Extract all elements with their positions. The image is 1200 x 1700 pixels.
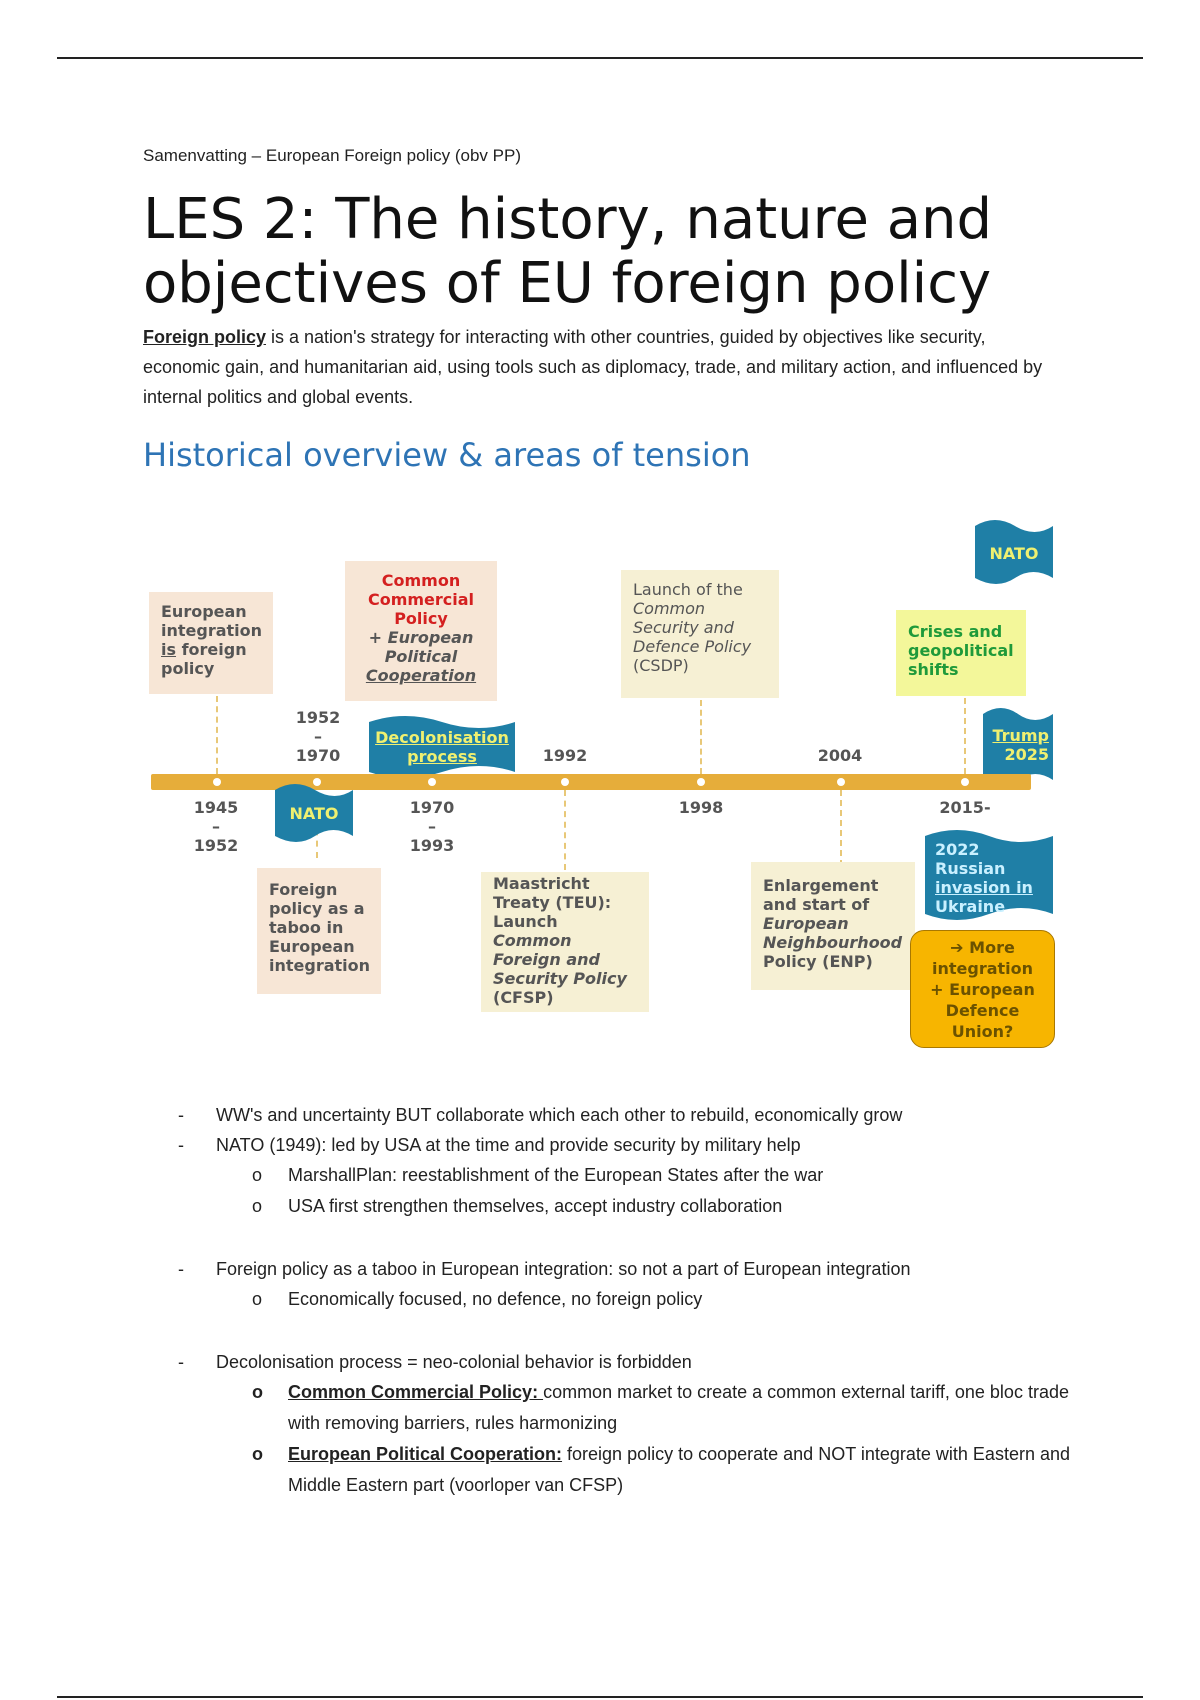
- timeline-dot: [561, 778, 569, 786]
- list-item: - WW's and uncertainty BUT collaborate which each other to rebuild, economically grow: [178, 1105, 903, 1125]
- box-european-integration: European integration is foreign policy: [149, 592, 273, 694]
- connector: [964, 698, 966, 774]
- key-term: European Political Cooperation:: [288, 1444, 563, 1464]
- timeline-dot: [837, 778, 845, 786]
- bottom-rule: [57, 1696, 1143, 1698]
- timeline-dot: [213, 778, 221, 786]
- sub-list-item: o Common Commercial Policy: common market to create a common external tariff, one bloc trade with removing barriers, rules harmonizing: [252, 1382, 1069, 1433]
- intro-paragraph: [143, 322, 1043, 412]
- key-term: Common Commercial Policy:: [288, 1382, 544, 1402]
- box-csdp: Launch of the Common Security and Defence Policy (CSDP): [621, 570, 779, 698]
- timeline-dot: [961, 778, 969, 786]
- section-heading: Historical overview & areas of tension: [143, 436, 751, 474]
- date-2015: 2015-: [939, 798, 991, 817]
- connector: [840, 790, 842, 866]
- connector: [216, 696, 218, 774]
- document-header: Samenvatting – European Foreign policy (obv PP): [143, 146, 521, 165]
- sub-list-item: o European Political Cooperation: foreign policy to cooperate and NOT integrate with Eastern and Middle Eastern part (voorloper van CFSP): [252, 1444, 1070, 1495]
- box-enlargement: Enlargement and start of European Neighbourhood Policy (ENP): [751, 862, 915, 990]
- list-item: - Foreign policy as a taboo in European integration: so not a part of European integration: [178, 1259, 911, 1279]
- timeline-figure: [145, 500, 1057, 1060]
- box-more-integration: ➔ More integration + European Defence Union?: [910, 930, 1055, 1048]
- date-1970-1993: 1970 – 1993: [409, 798, 455, 855]
- sub-list-item: o USA first strengthen themselves, accept industry collaboration: [252, 1196, 783, 1216]
- date-1992: 1992: [542, 746, 588, 765]
- list-item: - Decolonisation process = neo-colonial behavior is forbidden: [178, 1352, 692, 1372]
- box-maastricht: Maastricht Treaty (TEU): Launch Common Foreign and Security Policy (CFSP): [481, 872, 649, 1012]
- flag-trump: Trump 2025: [983, 704, 1053, 790]
- sub-list-item: o Economically focused, no defence, no foreign policy: [252, 1289, 703, 1309]
- intro-text: is a nation's strategy for interacting with other countries, guided by objectives like security, economic gain, and humanitarian aid, using tools such as diplomacy, trade, and military action, and influenced by internal politics and global events.: [143, 327, 1043, 407]
- date-1952-1970: 1952 – 1970: [295, 708, 341, 765]
- date-1945-1952: 1945 – 1952: [193, 798, 239, 855]
- box-common-commercial-policy: Common Commercial Policy + European Political Cooperation: [345, 561, 497, 701]
- flag-decolonisation: Decolonisation process: [369, 714, 515, 780]
- top-rule: [57, 57, 1143, 59]
- timeline-dot: [428, 778, 436, 786]
- connector: [700, 700, 702, 774]
- sub-list-item: o MarshallPlan: reestablishment of the European States after the war: [252, 1165, 824, 1185]
- connector: [564, 790, 566, 870]
- flag-nato-top: NATO: [975, 516, 1053, 588]
- box-crises: Crises and geopolitical shifts: [896, 610, 1026, 696]
- page-title: LES 2: The history, nature and objectives of EU foreign policy: [143, 187, 993, 316]
- date-2004: 2004: [817, 746, 863, 765]
- timeline-dot: [697, 778, 705, 786]
- list-item: - NATO (1949): led by USA at the time and provide security by military help: [178, 1135, 801, 1155]
- box-taboo: Foreign policy as a taboo in European integration: [257, 868, 381, 994]
- flag-nato-low: NATO: [275, 782, 353, 846]
- flag-russian-invasion: 2022 Russian invasion in Ukraine: [925, 826, 1053, 924]
- intro-term: Foreign policy: [143, 327, 267, 347]
- date-1998: 1998: [678, 798, 724, 817]
- bullet-list: [170, 1100, 1070, 1501]
